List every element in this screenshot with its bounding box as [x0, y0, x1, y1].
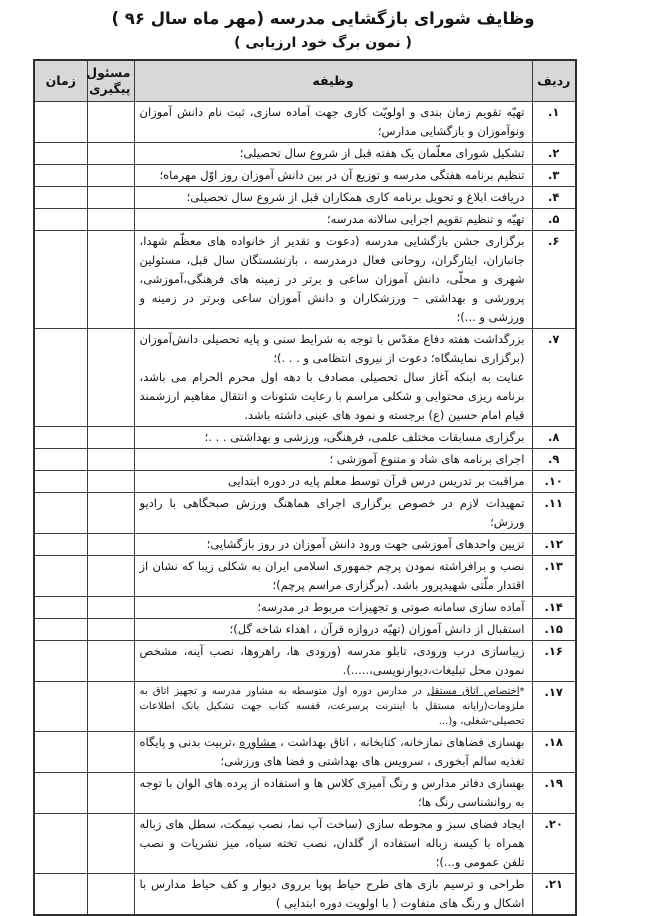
responsible-cell: [87, 449, 134, 471]
responsible-cell: [87, 102, 134, 143]
table-row: [34, 143, 576, 165]
table-row: [34, 814, 576, 874]
row-number: ۳.: [532, 165, 576, 187]
duty-cell: مراقبت بر تدریس درس قرآن توسط معلم پایه در دوره ابتدایی: [134, 471, 532, 493]
duty-asterisk: *: [519, 686, 525, 697]
row-number: ۲.: [532, 143, 576, 165]
duty-cell: اجرای برنامه های شاد و متنوع آموزشی ؛: [134, 449, 532, 471]
row-number: ۱۰.: [532, 471, 576, 493]
duty-text: در مدارس دوره اول متوسطه به مشاور مدرسه و تجهیز اتاق به ملزومات(رایانه مستقل با اینترنت پرسرعت، قفسه کتاب جهت تشکیل بانک اطلاعات تحصیلی-شغلی، و(...: [139, 686, 525, 727]
table-row: [34, 493, 576, 534]
header-row: [34, 60, 576, 102]
responsible-cell: [87, 641, 134, 682]
row-number: ۱۲.: [532, 534, 576, 556]
time-cell: [34, 102, 87, 143]
time-cell: [34, 732, 87, 773]
row-number: ۱۵.: [532, 619, 576, 641]
responsible-cell: [87, 874, 134, 916]
duty-paragraph-2: عنایت به اینکه آغاز سال تحصیلی مصادف با دهه اول محرم الحرام می باشد، برنامه ریزی محتوایی و شکلی مراسم با رعایت شئونات و انتقال مفاهیم ارزشمند قیام امام حسین (ع) برجسته و نمود های عینی داشته باشد.: [139, 370, 525, 422]
responsible-cell: [87, 619, 134, 641]
duty-cell: تمهیدات لازم در خصوص برگزاری اجرای هماهنگ ورزش صبحگاهی با رادیو ورزش؛: [134, 493, 532, 534]
duty-cell: برگزاری مسابقات مختلف علمی، فرهنگی، ورزشی و بهداشتی . . .؛: [134, 427, 532, 449]
duty-cell: دریافت ابلاغ و تحویل برنامه کاری همکاران قبل از شروع سال تحصیلی؛: [134, 187, 532, 209]
time-cell: [34, 874, 87, 916]
duty-text: ،تربیت بدنی و پایگاه تغذیه سالم آبخوری ، سرویس های بهداشتی و فضا های ورزشی؛: [139, 735, 525, 768]
row-number: ۱۹.: [532, 773, 576, 814]
responsible-cell: [87, 556, 134, 597]
responsible-cell: [87, 231, 134, 329]
row-number: ۲۱.: [532, 874, 576, 916]
row-number: ۱۸.: [532, 732, 576, 773]
duty-cell: تهیّه تقویم زمان بندی و اولویّت کاری جهت آماده سازی، ثبت نام دانش آموزان ونوآموزان و بازگشایی مدارس؛: [134, 102, 532, 143]
table-row: [34, 556, 576, 597]
duty-paragraph-1: بزرگداشت هفته دفاع مقدّس با توجه به شرایط سنی و پایه تحصیلی دانش‌آموزان (برگزاری نمایشگاه؛ دعوت از نیروی انتظامی و . . .)؛: [139, 332, 525, 365]
title-line-2: ( نمون برگ خود ارزیابی ): [234, 35, 412, 51]
time-cell: [34, 427, 87, 449]
time-cell: [34, 329, 87, 427]
duties-table: [33, 59, 577, 916]
responsible-cell: [87, 814, 134, 874]
row-number: ۲۰.: [532, 814, 576, 874]
responsible-cell: [87, 209, 134, 231]
table-row: [34, 427, 576, 449]
responsible-cell: [87, 471, 134, 493]
table-row: [34, 682, 576, 732]
table-row: [34, 534, 576, 556]
duty-cell: برگزاری جشن بازگشایی مدرسه (دعوت و تقدیر از خانواده های معظّم شهدا، جانبازان، ایثارگران، روحانی فعال درمدرسه ، بازنشستگان سال قبل، مسئولین شهری و محلّی، دانش آموزان ساعی و برتر در زمینه های فرهنگی،آموزشی، پرورشی و بهداشتی – ورزشکاران و دانش آموزان ساعی وبرتر در زمینه و ورزشی و ...)؛: [134, 231, 532, 329]
time-cell: [34, 773, 87, 814]
table-row: [34, 187, 576, 209]
responsible-cell: [87, 187, 134, 209]
row-number: ۹.: [532, 449, 576, 471]
row-number: ۷.: [532, 329, 576, 427]
table-row: [34, 329, 576, 427]
row-number: ۱۴.: [532, 597, 576, 619]
time-cell: [34, 231, 87, 329]
row-number: ۱۷.: [532, 682, 576, 732]
row-number: ۸.: [532, 427, 576, 449]
title-line-1: وظایف شورای بازگشایی مدرسه (مهر ماه سال ۹۶ ): [111, 9, 535, 28]
document-title: [0, 0, 646, 51]
header-duty: وظیفه: [134, 60, 532, 102]
table-row: [34, 449, 576, 471]
table-row: [34, 773, 576, 814]
row-number: ۱۱.: [532, 493, 576, 534]
duty-cell: تهیّه و تنظیم تقویم اجرایی سالانه مدرسه؛: [134, 209, 532, 231]
row-number: ۵.: [532, 209, 576, 231]
header-row-number: ردیف: [532, 60, 576, 102]
table-row: [34, 641, 576, 682]
duty-cell: زیباسازی درب ورودی، تابلو مدرسه (ورودی ها، راهروها، نصب آینه، مشخص نمودن محل تبلیغات،دیوارنویسی،.....).: [134, 641, 532, 682]
time-cell: [34, 209, 87, 231]
table-row: [34, 231, 576, 329]
responsible-cell: [87, 682, 134, 732]
header-time: زمان: [34, 60, 87, 102]
table-row: [34, 209, 576, 231]
time-cell: [34, 165, 87, 187]
responsible-cell: [87, 493, 134, 534]
time-cell: [34, 187, 87, 209]
duty-cell: استقبال از دانش آموزان (تهیّه دروازه قرآن ، اهداء شاخه گل)؛: [134, 619, 532, 641]
responsible-cell: [87, 165, 134, 187]
header-responsible: مسئول پیگیری: [87, 60, 134, 102]
table-row: [34, 165, 576, 187]
responsible-cell: [87, 329, 134, 427]
duty-underlined-text: مشاوره: [239, 735, 277, 749]
duty-cell: آماده سازی سامانه صوتی و تجهیزات مربوط در مدرسه؛: [134, 597, 532, 619]
time-cell: [34, 449, 87, 471]
responsible-cell: [87, 732, 134, 773]
row-number: ۱۳.: [532, 556, 576, 597]
time-cell: [34, 493, 87, 534]
time-cell: [34, 143, 87, 165]
row-number: ۶.: [532, 231, 576, 329]
duty-cell: بهسازی دفاتر مدارس و رنگ آمیزی کلاس ها و استفاده از پرده های الوان با توجه به روانشناسی رنگ ها؛: [134, 773, 532, 814]
time-cell: [34, 619, 87, 641]
row-number: ۱۶.: [532, 641, 576, 682]
duty-cell: نصب و برافراشته نمودن پرچم جمهوری اسلامی ایران به شکلی زیبا که نشان از اقتدار ملّتی شهیدپرور باشد. (برگزاری مراسم پرچم)؛: [134, 556, 532, 597]
row-number: ۱.: [532, 102, 576, 143]
time-cell: [34, 814, 87, 874]
duty-text: بهسازی فضاهای نمازخانه، کتابخانه ، اتاق بهداشت ،: [276, 735, 525, 749]
responsible-cell: [87, 534, 134, 556]
duty-underlined-text: اختصاص اتاق مستقل: [427, 686, 520, 697]
duty-cell: تزیین واحدهای آموزشی جهت ورود دانش آموزان در روز بازگشایی؛: [134, 534, 532, 556]
duty-cell: [134, 329, 532, 427]
time-cell: [34, 534, 87, 556]
table-row: [34, 597, 576, 619]
time-cell: [34, 471, 87, 493]
table-row: [34, 471, 576, 493]
responsible-cell: [87, 143, 134, 165]
time-cell: [34, 641, 87, 682]
duty-cell: ایجاد فضای سبز و محوطه سازی (ساخت آب نما، نصب نیمکت، سطل های زباله همراه با کیسه زباله استفاده از گلدان، نصب تخته سیاه، میز نشریات و نصب تلفن عمومی و...)؛: [134, 814, 532, 874]
time-cell: [34, 597, 87, 619]
responsible-cell: [87, 427, 134, 449]
responsible-cell: [87, 597, 134, 619]
table-row: [34, 619, 576, 641]
table-row: [34, 732, 576, 773]
duty-cell: تشکیل شورای معلّمان یک هفته قبل از شروع سال تحصیلی؛: [134, 143, 532, 165]
duty-cell: [134, 732, 532, 773]
row-number: ۴.: [532, 187, 576, 209]
time-cell: [34, 556, 87, 597]
table-row: [34, 102, 576, 143]
table-row: [34, 874, 576, 916]
duty-cell: طراحی و ترسیم بازی های طرح حیاط پویا برروی دیوار و کف حیاط مدارس با اشکال و رنگ های متفاوت ( با اولویت دوره ابتدایی ): [134, 874, 532, 916]
responsible-cell: [87, 773, 134, 814]
time-cell: [34, 682, 87, 732]
duty-cell: تنظیم برنامه هفتگی مدرسه و توزیع آن در بین دانش آموزان روز اوّل مهرماه؛: [134, 165, 532, 187]
duty-cell: [134, 682, 532, 732]
